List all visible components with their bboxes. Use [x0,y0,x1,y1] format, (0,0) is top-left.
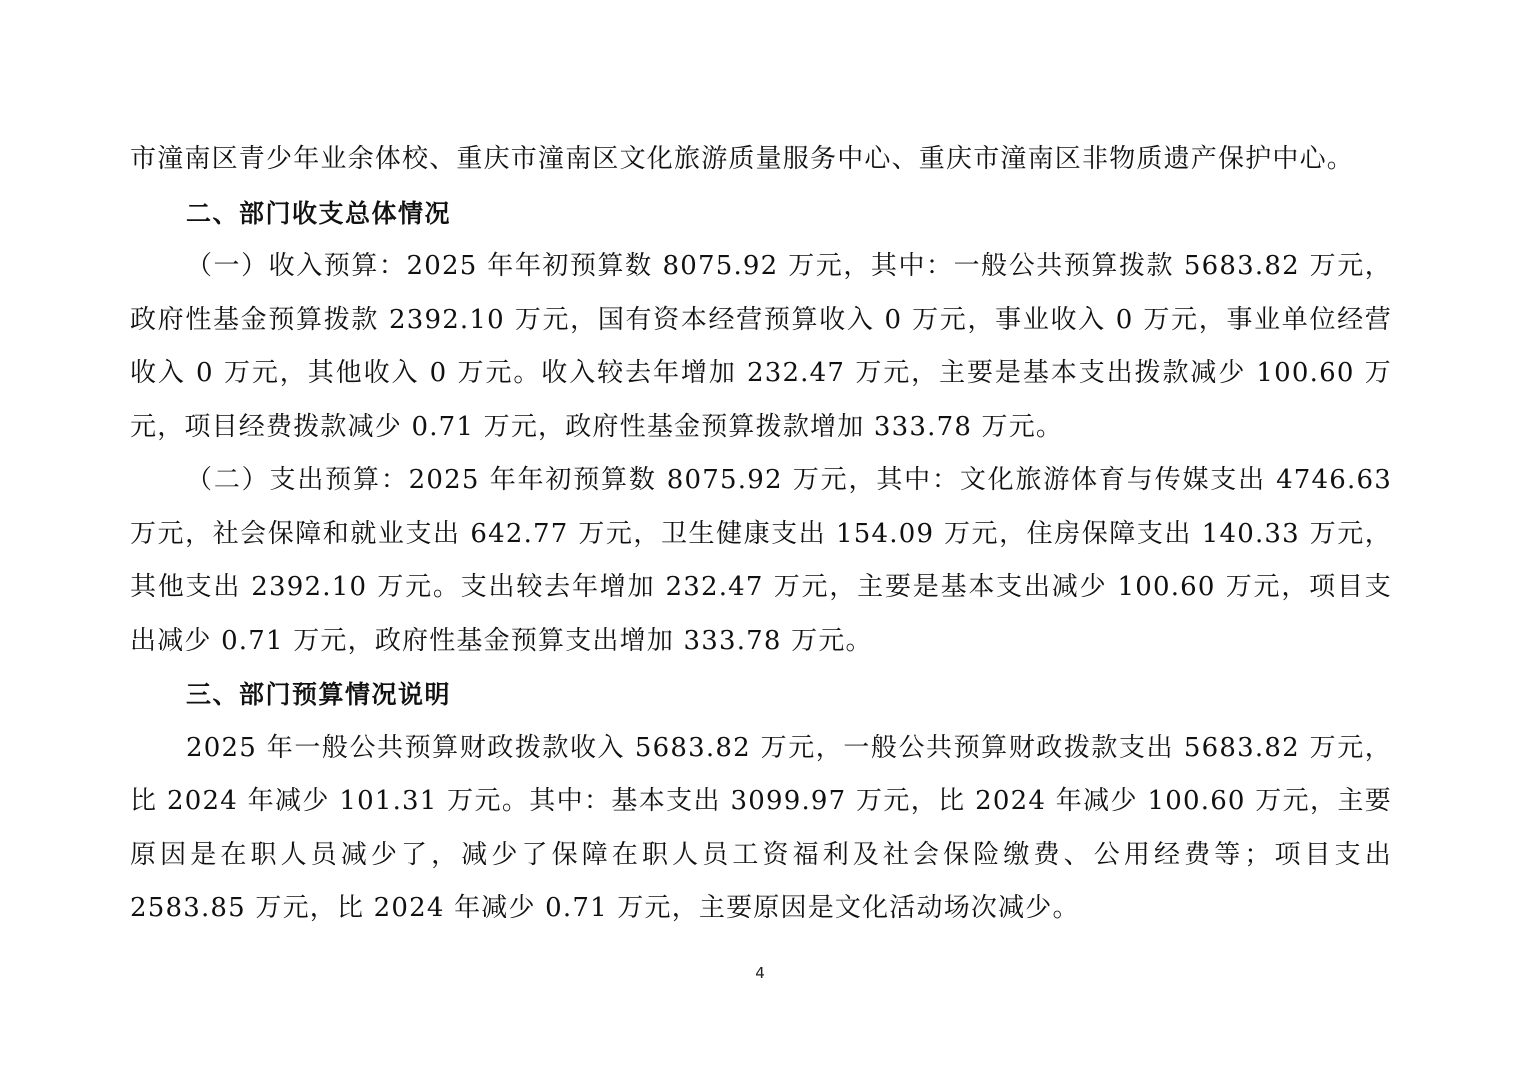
document-body [130,133,1392,936]
page-number: 4 [755,964,765,982]
section-heading-3: 三、部门预算情况说明 [186,680,452,709]
continuation-line: 市潼南区青少年业余体校、重庆市潼南区文化旅游质量服务中心、重庆市潼南区非物质遗产保护中心。 [130,144,1355,174]
section-heading-2: 二、部门收支总体情况 [186,198,452,228]
income-budget-paragraph: （一）收入预算：2025 年年初预算数 8075.92 万元，其中：一般公共预算拨款 5683.82 万元，政府性基金预算拨款 2392.10 万元，国有资本经营预算收入 0 万元，事业收入 0 万元，事业单位经营收入 0 万元，其他收入 0 万元。收入较去年增加 232.47 万元，主要是基本支出拨款减少 100.60 万元，项目经费拨款减少 0.71 万元，政府性基金预算拨款增加 333.78 万元。 [130,251,1392,442]
expenditure-budget-paragraph: （二）支出预算：2025 年年初预算数 8075.92 万元，其中：文化旅游体育与传媒支出 4746.63 万元，社会保障和就业支出 642.77 万元，卫生健康支出 154.09 万元，住房保障支出 140.33 万元，其他支出 2392.10 万元。支出较去年增加 232.47 万元，主要是基本支出减少 100.60 万元，项目支出减少 0.71 万元，政府性基金预算支出增加 333.78 万元。 [130,465,1392,656]
budget-explanation-paragraph: 2025 年一般公共预算财政拨款收入 5683.82 万元，一般公共预算财政拨款支出 5683.82 万元，比 2024 年减少 101.31 万元。其中：基本支出 3099.97 万元，比 2024 年减少 100.60 万元，主要原因是在职人员减少了，减少了保障在职人员工资福利及社会保险缴费、公用经费等；项目支出 2583.85 万元，比 2024 年减少 0.71 万元，主要原因是文化活动场次减少。 [130,732,1392,923]
